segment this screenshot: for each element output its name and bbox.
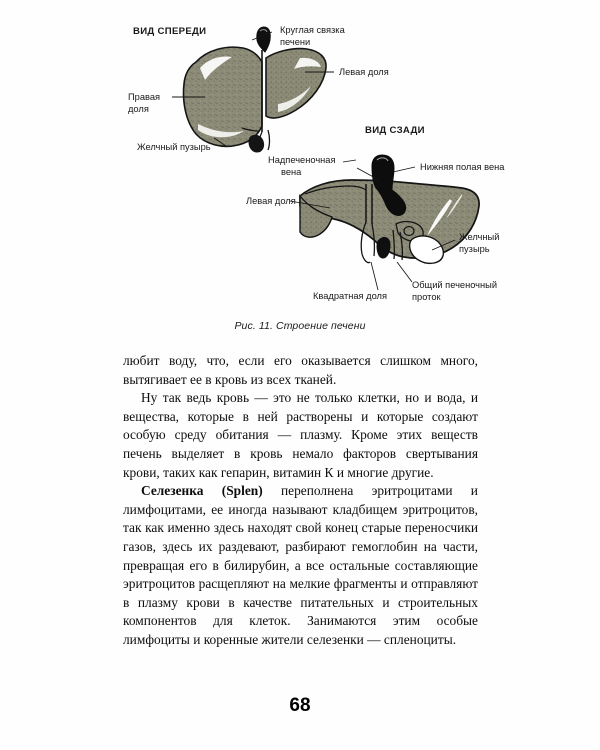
leader-quadrate-lobe	[371, 262, 378, 290]
label-round-ligament-line2: печени	[280, 37, 311, 47]
back-view-group	[246, 125, 505, 302]
label-left-lobe-back: Левая доля	[246, 196, 296, 206]
gallbladder-shape-front	[249, 135, 264, 152]
back-view-title: ВИД СЗАДИ	[365, 125, 425, 136]
paragraph-1: любит воду, что, если его оказывается слишком много, вытягивает ее в кровь из всех тканей.	[123, 353, 478, 387]
quadrate-lobe-blob	[377, 237, 390, 258]
paragraph-3	[123, 482, 478, 649]
figure-caption: Рис. 11. Строение печени	[234, 320, 366, 332]
paragraph-3-rest: переполнена эритроцитами и лимфоцитами, ее иногда называют кладбищем эритроцитов, так как именно здесь находят свой конец старые переносчики газов, здесь их раздевают, разбирают гемоглобин на части, превращая его в билирубин, а все остальные составляющие эритроцитов расщепляют на мелкие фрагменты и отправляют в плазму крови в качестве питательных и строительных компонентов для клеток. Занимаются этим особые лимфоциты и коренные жители селезенки — спленоциты.	[123, 483, 478, 647]
label-common-hepatic-duct-line1: Общий печеночный	[412, 280, 498, 290]
label-left-lobe-front: Левая доля	[339, 67, 389, 77]
body-text-column	[123, 352, 478, 650]
round-ligament-shape	[257, 27, 270, 52]
left-lobe-shape	[266, 49, 326, 118]
spleen-term: Селезенка (Splen)	[141, 483, 263, 499]
label-common-hepatic-duct-line2: проток	[412, 292, 441, 302]
label-gallbladder-back-line1: Желчный	[459, 232, 500, 242]
label-gallbladder-back-line2: пузырь	[459, 244, 490, 254]
label-right-lobe-line2: доля	[128, 104, 149, 114]
label-suprahepatic-vein-line1: Надпеченочная	[268, 155, 336, 165]
figure-liver-anatomy	[0, 0, 600, 340]
label-inferior-vena-cava: Нижняя полая вена	[420, 162, 505, 172]
liver-anatomy-illustration	[0, 0, 600, 340]
front-view-title: ВИД СПЕРЕДИ	[133, 26, 207, 37]
front-view-group	[128, 25, 389, 152]
paragraph-2: Ну так ведь кровь — это не только клетки, но и вода, и вещества, которые в ней растворены и которые создают особую среду обитания — плазму. Кроме этих веществ печень выделяет в кровь немало факторов свертывания крови, таких как гепарин, витамин К и многие другие.	[123, 390, 478, 480]
page-number: 68	[289, 695, 311, 716]
leader-suprahepatic-vein-tick	[343, 160, 356, 162]
label-quadrate-lobe: Квадратная доля	[313, 291, 388, 301]
leader-common-hepatic-duct	[397, 262, 412, 282]
label-right-lobe-line1: Правая	[128, 92, 161, 102]
label-round-ligament-line1: Круглая связка	[280, 25, 345, 35]
label-suprahepatic-vein-line2: вена	[281, 167, 302, 177]
label-gallbladder-front: Желчный пузырь	[137, 142, 211, 152]
duct-front-2	[268, 130, 270, 150]
leader-inferior-vena-cava	[393, 167, 415, 172]
